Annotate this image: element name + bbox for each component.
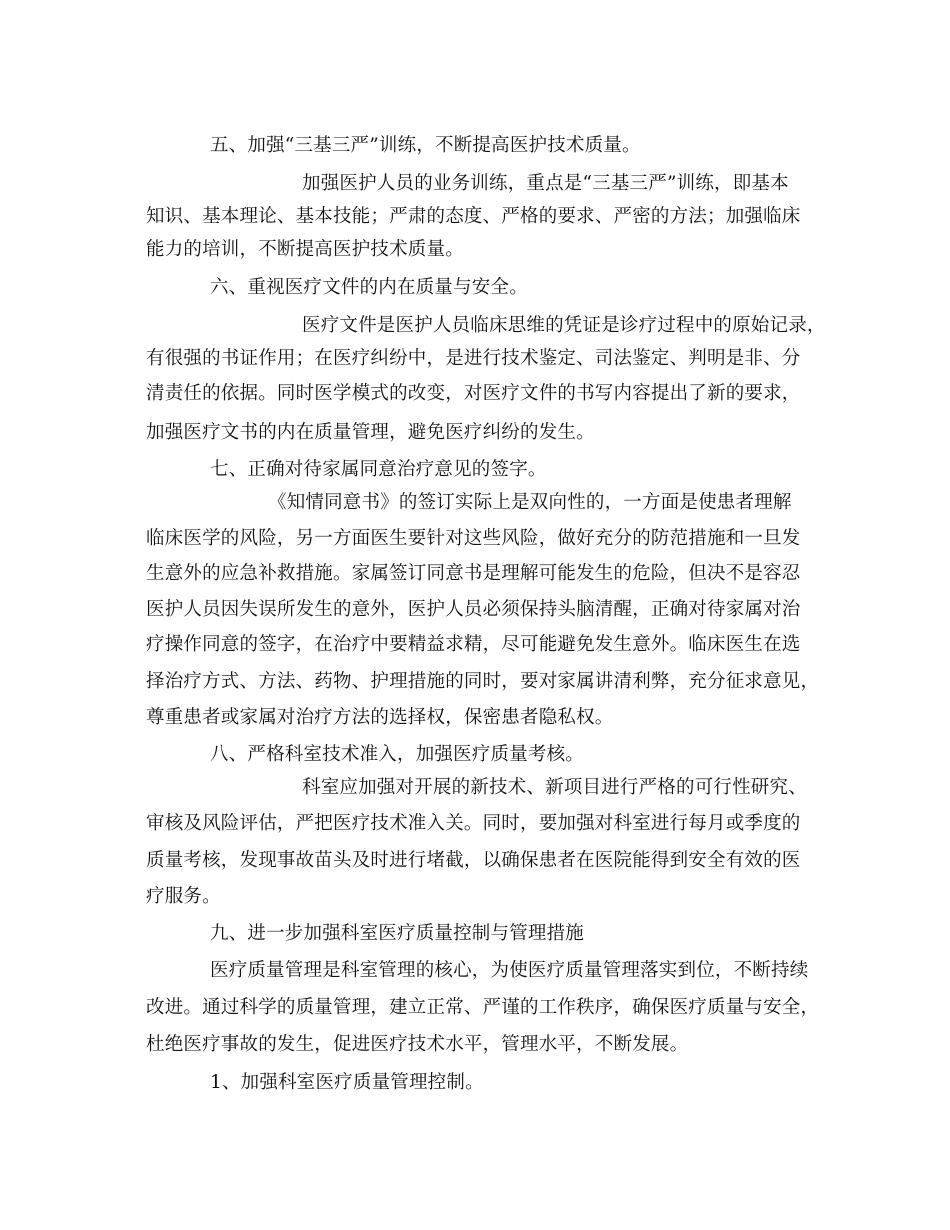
paragraph-line: 能力的培训，不断提高医护技术质量。 xyxy=(146,239,464,260)
paragraph-line: 医护人员因失误所发生的意外，医护人员必须保持头脑清醒，正确对待家属对治 xyxy=(146,599,801,620)
paragraph-line: 加强医护人员的业务训练，重点是“三基三严”训练，即基本 xyxy=(302,173,789,194)
paragraph-line: 医疗质量管理是科室管理的核心，为使医疗质量管理落实到位，不断持续 xyxy=(210,960,809,981)
section-heading-9: 九、进一步加强科室医疗质量控制与管理措施 xyxy=(210,923,585,944)
paragraph-line: 择治疗方式、方法、药物、护理措施的同时，要对家属讲清利弊，充分征求意见， xyxy=(146,671,820,692)
paragraph-line: 质量考核，发现事故苗头及时进行堵截，以确保患者在医院能得到安全有效的医 xyxy=(146,850,801,871)
paragraph-line: 清责任的依据。同时医学模式的改变，对医疗文件的书写内容提出了新的要求， xyxy=(146,383,801,404)
paragraph-line: 《知情同意书》的签订实际上是双向性的，一方面是使患者理解 xyxy=(268,492,792,513)
paragraph-line: 医疗文件是医护人员临床思维的凭证是诊疗过程中的原始记录， xyxy=(302,315,826,336)
paragraph-line: 生意外的应急补救措施。家属签订同意书是理解可能发生的危险，但决不是容忍 xyxy=(146,563,801,584)
paragraph-line: 疗服务。 xyxy=(146,886,221,907)
paragraph-line: 有很强的书证作用；在医疗纠纷中，是进行技术鉴定、司法鉴定、判明是非、分 xyxy=(146,348,801,369)
section-heading-6: 六、重视医疗文件的内在质量与安全。 xyxy=(210,277,528,298)
section-heading-8: 八、严格科室技术准入，加强医疗质量考核。 xyxy=(210,744,585,765)
section-heading-7: 七、正确对待家属同意治疗意见的签字。 xyxy=(210,459,547,480)
paragraph-line: 知识、基本理论、基本技能；严肃的态度、严格的要求、严密的方法；加强临床 xyxy=(146,206,801,227)
paragraph-line: 临床医学的风险，另一方面医生要针对这些风险，做好充分的防范措施和一旦发 xyxy=(146,528,801,549)
paragraph-line: 疗操作同意的签字，在治疗中要精益求精，尽可能避免发生意外。临床医生在选 xyxy=(146,634,801,655)
paragraph-line: 审核及风险评估，严把医疗技术准入关。同时，要加强对科室进行每月或季度的 xyxy=(146,813,801,834)
paragraph-line: 杜绝医疗事故的发生，促进医疗技术水平，管理水平，不断发展。 xyxy=(146,1034,689,1055)
subsection-heading-1: 1、加强科室医疗质量管理控制。 xyxy=(210,1072,484,1093)
paragraph-line: 加强医疗文书的内在质量管理，避免医疗纠纷的发生。 xyxy=(146,422,595,443)
paragraph-line: 尊重患者或家属对治疗方法的选择权，保密患者隐私权。 xyxy=(146,707,614,728)
section-heading-5: 五、加强“三基三严”训练，不断提高医护技术质量。 xyxy=(210,135,641,156)
paragraph-line: 改进。通过科学的质量管理，建立正常、严谨的工作秩序，确保医疗质量与安全， xyxy=(146,997,820,1018)
paragraph-line: 科室应加强对开展的新技术、新项目进行严格的可行性研究、 xyxy=(302,777,807,798)
